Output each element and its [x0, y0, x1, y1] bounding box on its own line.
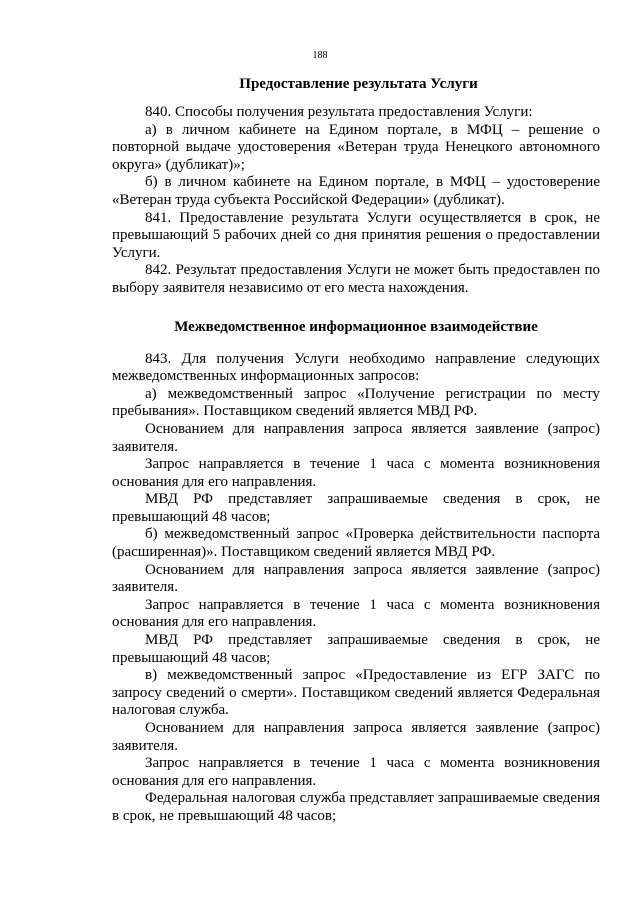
section-title-interagency: Межведомственное информационное взаимодействие: [174, 318, 538, 335]
document-body: [112, 70, 600, 826]
section-title-result: Предоставление результата Услуги: [239, 76, 478, 92]
paragraph: Запрос направляется в течение 1 часа с момента возникновения основания для его направления.: [112, 596, 600, 631]
paragraph: Основанием для направления запроса является заявление (запрос) заявителя.: [112, 720, 600, 754]
paragraph: МВД РФ представляет запрашиваемые сведения в срок, не превышающий 48 часов;: [112, 632, 600, 666]
paragraph: б) межведомственный запрос «Проверка действительности паспорта (расширенная)». Поставщиком сведений является МВД РФ.: [112, 526, 600, 561]
paragraph: Основанием для направления запроса является заявление (запрос) заявителя.: [112, 561, 600, 596]
paragraph: в) межведомственный запрос «Предоставление из ЕГР ЗАГС по запросу сведений о смерти». Поставщиком сведений является Федеральная налоговая служба.: [112, 667, 600, 719]
paragraph: МВД РФ представляет запрашиваемые сведения в срок, не превышающий 48 часов;: [112, 491, 600, 525]
paragraph: 840. Способы получения результата предоставления Услуги:: [145, 104, 533, 120]
paragraph: 843. Для получения Услуги необходимо направление следующих межведомственных информационных запросов:: [112, 350, 600, 385]
paragraph: Федеральная налоговая служба представляет запрашиваемые сведения в срок, не превышающий 48 часов;: [112, 790, 600, 824]
paragraph: Основанием для направления запроса является заявление (запрос) заявителя.: [112, 420, 600, 455]
paragraph: а) в личном кабинете на Едином портале, в МФЦ – решение о повторной выдаче удостоверения «Ветеран труда Ненецкого автономного округа» (дубликат)»;: [112, 121, 600, 173]
paragraph: Запрос направляется в течение 1 часа с момента возникновения основания для его направления.: [112, 755, 600, 789]
page-number: 188: [312, 50, 328, 61]
paragraph: б) в личном кабинете на Едином портале, в МФЦ – удостоверение «Ветеран труда субъекта Российской Федерации» (дубликат).: [112, 174, 600, 208]
paragraph: 841. Предоставление результата Услуги осуществляется в срок, не превышающий 5 рабочих дней со дня принятия решения о предоставлении Услуги.: [112, 209, 600, 261]
paragraph: 842. Результат предоставления Услуги не может быть предоставлен по выбору заявителя независимо от его места нахождения.: [112, 262, 600, 296]
paragraph: а) межведомственный запрос «Получение регистрации по месту пребывания». Поставщиком сведений является МВД РФ.: [112, 385, 600, 420]
paragraph: Запрос направляется в течение 1 часа с момента возникновения основания для его направления.: [112, 456, 600, 490]
